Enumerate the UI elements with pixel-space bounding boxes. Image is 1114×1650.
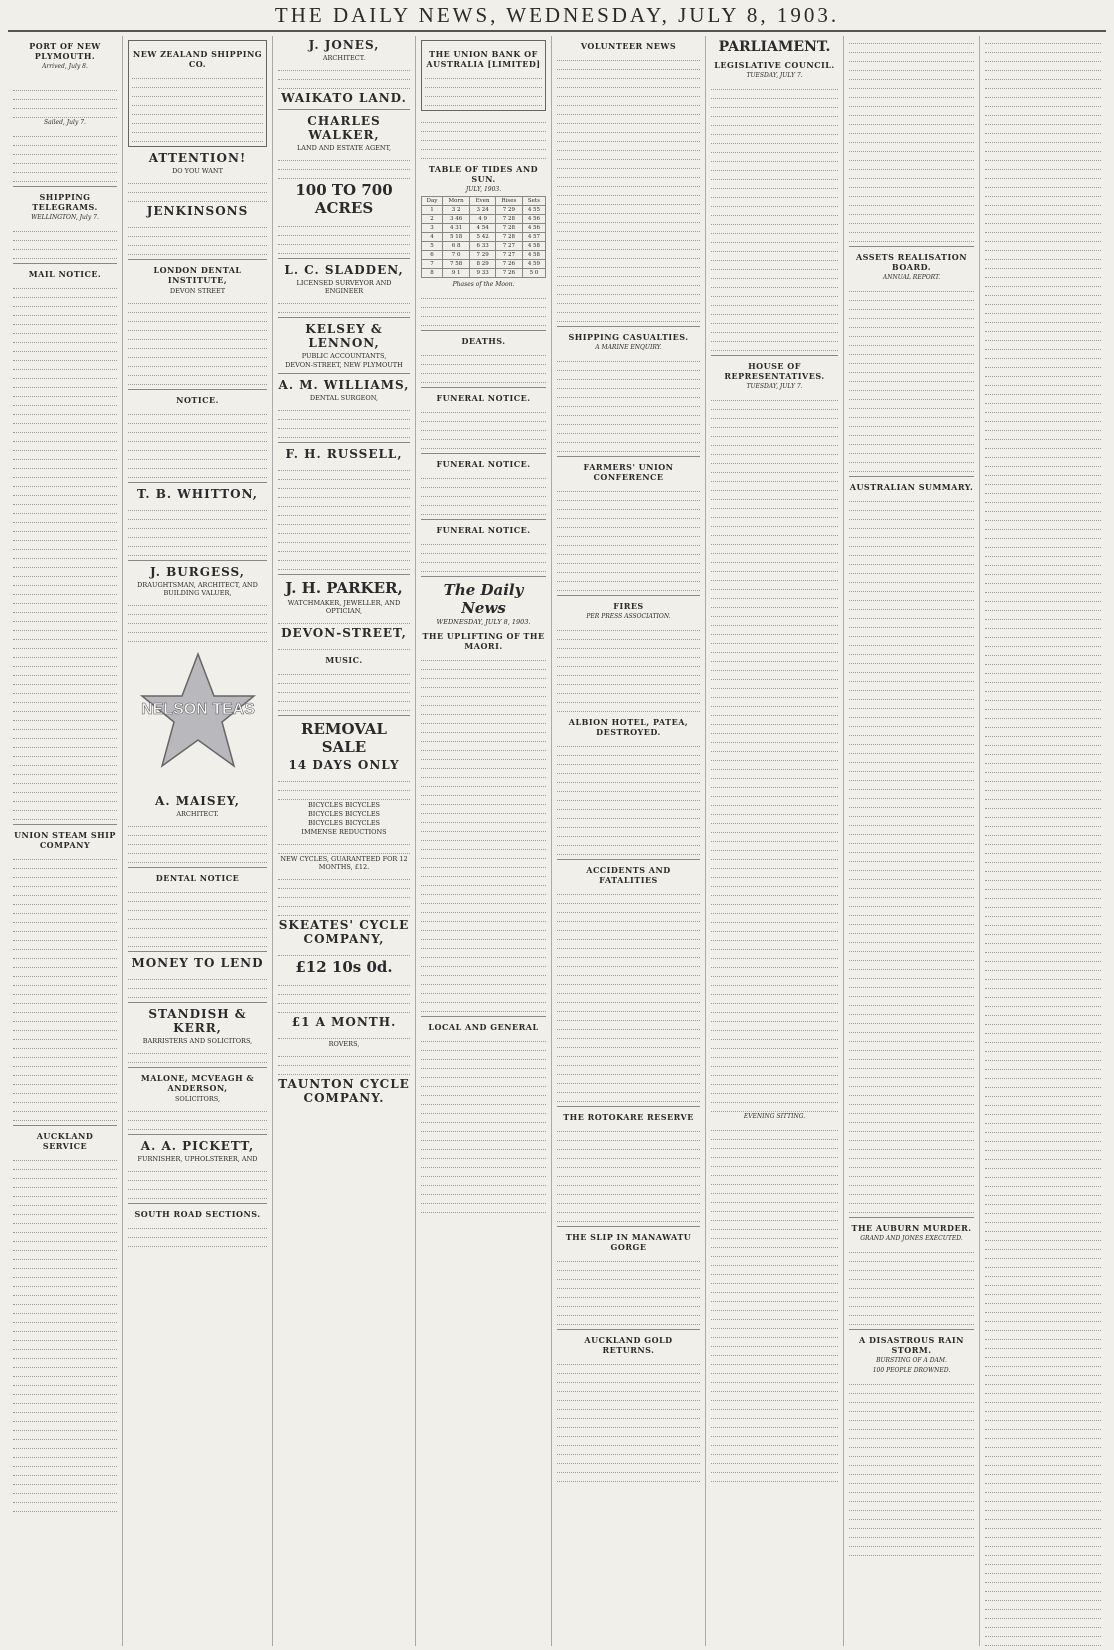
malone-ad: MALONE, MCVEAGH & ANDERSON, — [140, 1073, 255, 1093]
jones-subtitle: ARCHITECT. — [322, 54, 366, 62]
bicycles-line-1: BICYCLES BICYCLES — [307, 801, 381, 809]
kelsey-subtitle: PUBLIC ACCOUNTANTS, — [301, 352, 387, 360]
jones-ad: J. JONES, — [308, 38, 380, 52]
funeral-notice-heading: FUNERAL NOTICE. — [436, 525, 531, 535]
tide-cell: 4 9 — [470, 215, 496, 224]
tide-row — [422, 242, 546, 251]
farmers-union-heading: FARMERS' UNION CONFERENCE — [583, 462, 674, 482]
rotokare-heading: THE ROTOKARE RESERVE — [563, 1112, 694, 1122]
tide-cell: 6 33 — [470, 242, 496, 251]
parker-subtitle: WATCHMAKER, JEWELLER, AND OPTICIAN, — [287, 599, 401, 615]
tide-col-header: Day — [422, 197, 443, 206]
tide-cell: 4 31 — [442, 224, 469, 233]
auckland-service-heading: AUCKLAND SERVICE — [36, 1130, 94, 1151]
new-cycles-line: NEW CYCLES, GUARANTEED FOR 12 MONTHS, £12. — [280, 855, 408, 871]
deaths-heading: DEATHS. — [461, 336, 506, 346]
tide-cell: 5 0 — [522, 269, 545, 278]
nelson-teas-ad — [128, 648, 267, 788]
tide-row — [422, 215, 546, 224]
annual-report-subhead: ANNUAL REPORT. — [882, 274, 941, 281]
sladden-ad: L. C. SLADDEN, — [284, 263, 404, 277]
auburn-murder-heading: THE AUBURN MURDER. — [851, 1223, 972, 1233]
russell-ad: F. H. RUSSELL, — [285, 447, 403, 461]
column-continued — [980, 36, 1106, 1646]
house-date: TUESDAY, JULY 7. — [746, 383, 803, 390]
port-heading: PORT OF NEW PLYMOUTH. — [29, 41, 101, 61]
column-news — [552, 36, 706, 1646]
paragraph — [13, 73, 117, 81]
tide-cell: 5 — [422, 242, 443, 251]
tide-row — [422, 269, 546, 278]
tide-col-header: Morn — [442, 197, 469, 206]
tide-row — [422, 233, 546, 242]
funeral-notice-heading: FUNERAL NOTICE. — [436, 393, 531, 403]
whitton-ad: T. B. WHITTON, — [137, 487, 258, 501]
south-road-heading: SOUTH ROAD SECTIONS. — [134, 1209, 261, 1219]
nelson-teas-text: NELSON TEAS — [140, 701, 255, 718]
tide-cell: 7 28 — [495, 233, 522, 242]
mail-notice-heading: MAIL NOTICE. — [28, 268, 102, 279]
removal-sale-ad: REMOVAL SALE — [301, 720, 387, 756]
tide-cell: 4 56 — [522, 215, 545, 224]
burgess-ad: J. BURGESS, — [150, 565, 245, 579]
standish-ad: STANDISH & KERR, — [148, 1007, 247, 1035]
a-month-line: £1 A MONTH. — [291, 1015, 397, 1029]
williams-subtitle: DENTAL SURGEON, — [309, 394, 379, 402]
australian-summary-heading: AUSTRALIAN SUMMARY. — [849, 482, 974, 492]
do-you-want: DO YOU WANT — [172, 167, 223, 175]
marine-enquiry-subhead: A MARINE ENQUIRY. — [595, 344, 662, 351]
tide-row — [422, 224, 546, 233]
tide-cell: 7 26 — [495, 269, 522, 278]
tide-cell: 7 28 — [495, 215, 522, 224]
reductions-line: IMMENSE REDUCTIONS — [301, 828, 387, 836]
kelsey-lennon-ad: KELSEY & LENNON, — [305, 322, 383, 350]
tide-cell: 9 1 — [442, 269, 469, 278]
council-date: TUESDAY, JULY 7. — [746, 72, 803, 79]
price-line: £12 10s 0d. — [295, 958, 393, 976]
attention-heading: ATTENTION! — [148, 151, 247, 165]
tide-cell: 8 29 — [470, 260, 496, 269]
tide-cell: 7 27 — [495, 242, 522, 251]
charles-walker-subtitle: LAND AND ESTATE AGENT, — [296, 144, 392, 152]
tide-cell: 8 — [422, 269, 443, 278]
shipping-telegrams-heading: SHIPPING TELEGRAMS. — [32, 191, 98, 212]
tide-cell: 4 55 — [522, 206, 545, 215]
tide-cell: 7 29 — [495, 206, 522, 215]
shipping-ad — [128, 40, 267, 147]
gold-returns-heading: AUCKLAND GOLD RETURNS. — [584, 1335, 673, 1355]
tide-cell: 4 — [422, 233, 443, 242]
tide-cell: 7 26 — [495, 260, 522, 269]
column-advertisements-2 — [273, 36, 416, 1646]
volunteer-news-heading: VOLUNTEER NEWS — [580, 41, 677, 51]
parker-ad: J. H. PARKER, — [285, 579, 403, 597]
taunton-ad: TAUNTON CYCLE COMPANY. — [278, 1077, 410, 1105]
tide-cell: 6 8 — [442, 242, 469, 251]
days-only: 14 DAYS ONLY — [288, 758, 400, 772]
dental-notice-heading: DENTAL NOTICE — [155, 873, 240, 883]
waikato-land-ad: WAIKATO LAND. — [281, 91, 407, 105]
column-summary — [844, 36, 980, 1646]
tide-cell: 5 42 — [470, 233, 496, 242]
pickett-ad: A. A. PICKETT, — [140, 1139, 255, 1153]
column-advertisements-1 — [123, 36, 273, 1646]
tide-cell: 7 29 — [470, 251, 496, 260]
house-heading: HOUSE OF REPRESENTATIVES. — [724, 361, 825, 381]
albion-hotel-heading: ALBION HOTEL, PATEA, DESTROYED. — [568, 717, 689, 737]
maisey-ad: A. MAISEY, — [155, 794, 240, 808]
london-dental-heading: LONDON DENTAL INSTITUTE, — [153, 265, 242, 285]
tide-cell: 6 — [422, 251, 443, 260]
drowned-subhead: 100 PEOPLE DROWNED. — [872, 1367, 951, 1374]
devon-street-ad: DEVON-STREET, — [281, 626, 407, 640]
column-editorial — [416, 36, 552, 1646]
malone-subtitle: SOLICITORS, — [174, 1095, 221, 1103]
masthead: THE DAILY NEWS, WEDNESDAY, JULY 8, 1903. — [8, 0, 1106, 32]
funeral-notice-heading: FUNERAL NOTICE. — [436, 459, 531, 469]
bank-heading: THE UNION BANK OF AUSTRALIA [LIMITED] — [426, 49, 541, 69]
tide-cell: 2 — [422, 215, 443, 224]
rovers-line: ROVERS, — [328, 1040, 360, 1048]
tide-cell: 5 18 — [442, 233, 469, 242]
burgess-subtitle: DRAUGHTSMAN, ARCHITECT, AND BUILDING VALUER, — [137, 581, 258, 597]
page-columns — [8, 36, 1106, 1646]
tide-col-header: Even — [470, 197, 496, 206]
tides-month: JULY, 1903. — [465, 186, 502, 193]
accidents-heading: ACCIDENTS AND FATALITIES — [586, 865, 671, 885]
assets-board-heading: ASSETS REALISATION BOARD. — [855, 252, 968, 272]
sailed-subhead: Sailed, July 7. — [44, 118, 86, 126]
tide-col-header: Sets — [522, 197, 545, 206]
tide-cell: 7 27 — [495, 251, 522, 260]
press-association: PER PRESS ASSOCIATION. — [586, 613, 671, 620]
paper-title: The Daily News — [443, 581, 524, 617]
skeates-ad: SKEATES' CYCLE COMPANY, — [278, 918, 410, 946]
bank-ad — [421, 40, 546, 111]
evening-sitting-subhead: EVENING SITTING. — [743, 1113, 806, 1120]
acres-ad: 100 TO 700 ACRES — [295, 181, 393, 217]
standish-subtitle: BARRISTERS AND SOLICITORS, — [142, 1037, 253, 1045]
tide-cell: 3 2 — [442, 206, 469, 215]
dam-subhead: BURSTING OF A DAM. — [876, 1357, 947, 1364]
tide-cell: 4 59 — [522, 260, 545, 269]
jenkinsons-ad: JENKINSONS — [146, 204, 249, 218]
tide-cell: 3 46 — [442, 215, 469, 224]
devon-street-line: DEVON STREET — [169, 287, 226, 295]
tide-cell: 4 57 — [522, 233, 545, 242]
charles-walker-ad: CHARLES WALKER, — [307, 114, 381, 142]
arrived-subhead: Arrived, July 8. — [42, 63, 88, 70]
money-to-lend-ad: MONEY TO LEND — [131, 956, 264, 970]
tide-cell: 4 58 — [522, 251, 545, 260]
tide-row — [422, 206, 546, 215]
tide-cell: 7 58 — [442, 260, 469, 269]
maisey-subtitle: ARCHITECT. — [176, 810, 219, 818]
rain-storm-heading: A DISASTROUS RAIN STORM. — [859, 1335, 964, 1355]
tide-cell: 4 54 — [470, 224, 496, 233]
wellington-subhead: WELLINGTON, July 7. — [31, 213, 99, 221]
local-general-heading: LOCAL AND GENERAL — [428, 1022, 539, 1032]
shipping-company-heading: NEW ZEALAND SHIPPING CO. — [132, 49, 263, 69]
star-logo-icon — [138, 648, 258, 788]
manawatu-slip-heading: THE SLIP IN MANAWATU GORGE — [565, 1232, 692, 1252]
fires-heading: FIRES — [613, 601, 644, 611]
tide-cell: 7 28 — [495, 224, 522, 233]
kelsey-address: DEVON-STREET, NEW PLYMOUTH — [285, 361, 403, 369]
sladden-subtitle: LICENSED SURVEYOR AND ENGINEER — [296, 279, 392, 295]
williams-ad: A. M. WILLIAMS, — [278, 378, 410, 392]
tide-cell: 4 58 — [522, 242, 545, 251]
tide-cell: 4 56 — [522, 224, 545, 233]
tide-cell: 7 — [422, 260, 443, 269]
tide-col-header: Rises — [495, 197, 522, 206]
tide-row — [422, 251, 546, 260]
tide-cell: 9 33 — [470, 269, 496, 278]
paper-date: WEDNESDAY, JULY 8, 1903. — [436, 618, 531, 626]
music-heading: MUSIC. — [325, 655, 363, 665]
column-parliament — [706, 36, 844, 1646]
tide-cell: 3 24 — [470, 206, 496, 215]
auburn-subhead: GRAND AND JONES EXECUTED. — [860, 1235, 963, 1242]
tide-cell: 7 0 — [442, 251, 469, 260]
notice-heading: NOTICE. — [176, 395, 219, 405]
column-shipping — [8, 36, 123, 1646]
tide-table — [421, 196, 546, 278]
parliament-heading: PARLIAMENT. — [718, 39, 831, 55]
bicycles-line-3: BICYCLES BICYCLES — [307, 819, 381, 827]
tides-heading: TABLE OF TIDES AND SUN. — [428, 164, 539, 184]
bicycles-line-2: BICYCLES BICYCLES — [307, 810, 381, 818]
tide-cell: 1 — [422, 206, 443, 215]
tide-row — [422, 260, 546, 269]
legislative-council-heading: LEGISLATIVE COUNCIL. — [714, 60, 835, 70]
shipping-casualties-heading: SHIPPING CASUALTIES. — [568, 332, 689, 342]
phases-heading: Phases of the Moon. — [452, 281, 515, 288]
uplifting-heading: THE UPLIFTING OF THE MAORI. — [422, 631, 545, 651]
pickett-subtitle: FURNISHER, UPHOLSTERER, AND — [137, 1155, 258, 1163]
tide-cell: 3 — [422, 224, 443, 233]
union-company-heading: UNION STEAM SHIP COMPANY — [14, 829, 116, 850]
